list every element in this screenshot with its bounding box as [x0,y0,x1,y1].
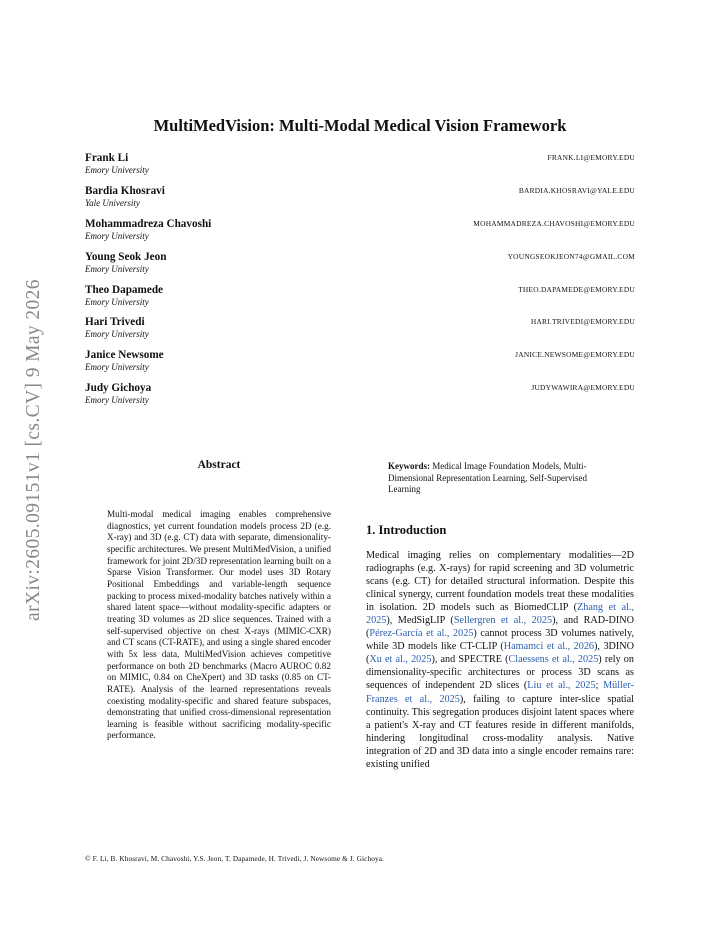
author-name: Hari Trivedi [85,316,145,329]
author-email[interactable]: JUDYWAWIRA@EMORY.EDU [531,383,635,393]
abstract-heading: Abstract [197,459,241,471]
author-entry [85,284,635,317]
author-affiliation: Emory University [85,296,149,307]
introduction-text [366,549,634,771]
author-email[interactable]: THEO.DAPAMEDE@EMORY.EDU [518,284,635,294]
author-email[interactable]: FRANK.LI@EMORY.EDU [547,153,635,162]
author-affiliation: Emory University [85,362,149,373]
author-email[interactable]: YOUNGSEOKJEON74@GMAIL.COM [507,251,635,261]
author-email[interactable]: HARI.TRIVEDI@EMORY.EDU [530,317,635,327]
author-affiliation: Emory University [85,165,149,175]
author-name: Bardia Khosravi [85,184,165,197]
author-name: Judy Gichoya [85,382,152,395]
keywords-block [388,461,614,496]
citation-link[interactable]: Pérez-García et al., 2025 [369,628,474,640]
author-entry [85,251,635,284]
introduction-text-run: ), MedSigLIP ( [386,615,454,627]
introduction-text-run: ), and RAD-DINO ( [366,615,635,640]
citation-link[interactable]: Xu et al., 2025 [369,654,432,666]
citation-link[interactable]: Hamamci et al., 2026 [503,641,595,653]
author-affiliation: Emory University [85,329,149,340]
citation-link[interactable]: Claessens et al., 2025 [508,654,599,666]
author-name: Young Seok Jeon [85,250,167,263]
keywords-label: Keywords: [388,461,430,471]
author-entry [85,185,635,218]
citation-link[interactable]: Sellergren et al., 2025 [453,615,553,627]
copyright-footer: © F. Li, B. Khosravi, M. Chavoshi, Y.S. Jeon, T. Dapamede, H. Trivedi, J. Newsome & J. Gichoya. [85,854,384,863]
author-entry [85,349,635,382]
author-email[interactable]: MOHAMMADREZA.CHAVOSHI@EMORY.EDU [473,218,635,228]
introduction-text-run: ) rely on dimensionality-specific architectures or process 3D scans as sequences of independent 2D slices ( [366,654,634,692]
citation-link[interactable]: Müller-Franzes et al., 2025 [366,680,634,705]
author-email[interactable]: JANICE.NEWSOME@EMORY.EDU [515,350,635,360]
author-affiliation: Emory University [85,395,149,406]
author-name: Theo Dapamede [85,283,164,296]
keywords-text: Medical Image Foundation Models, Multi-Dimensional Representation Learning, Self-Supervised Learning [388,461,587,494]
introduction-heading: 1. Introduction [366,523,447,537]
introduction-text-run: ), and SPECTRE ( [431,654,509,666]
abstract-text: Multi-modal medical imaging enables comprehensive diagnostics, yet current foundation models process 2D (e.g. X-ray) and 3D (e.g. CT) data with separate, dimensionality-specific architectures. We present MultiMedVision, a unified framework for joint 2D/3D representation learning built on a Sparse Vision Transformer. Our model uses 3D Rotary Positional Embeddings and variable-length sequence packing to process mixed-modality batches natively within a shared latent space—without modality-specific adapters or treating 3D volumes as 2D slice sequences. Trained with a self-supervised objective on chest X-rays (MIMIC-CXR) and CT scans (CT-RATE), and using a single shared encoder with 5x less data, MultiMedVision achieves competitive performance on both 2D benchmarks (Macro AUROC 0.82 on MIMIC, 0.84 on CheXpert) and 3D tasks (0.85 on CT-RATE). Analysis of the learned representations reveals coexisting modality-specific and shared feature subspaces, demonstrating that unified cross-dimensional representation learning is feasible without sacrificing modality-specific performance. [107,509,331,741]
introduction-text-run: Medical imaging relies on complementary modalities—2D radiographs (e.g. X-rays) for rapid screening and 3D volumetric scans (e.g. CT) for detailed structural information. Despite this clinical synergy, current foundation models treat these modalities in isolation. 2D models such as BiomedCLIP ( [366,550,634,614]
author-affiliation: Yale University [85,197,140,208]
author-email[interactable]: BARDIA.KHOSRAVI@YALE.EDU [518,185,635,195]
citation-link[interactable]: Zhang et al., 2025 [366,602,634,627]
author-affiliation: Emory University [85,230,149,241]
citation-link[interactable]: Liu et al., 2025 [527,680,596,692]
introduction-text-run: ; [595,680,604,692]
author-entry [85,218,635,251]
author-entry [85,316,635,349]
paper-title: MultiMedVision: Multi-Modal Medical Vision Framework [153,116,567,135]
author-name: Janice Newsome [85,349,164,362]
introduction-text-run: ), failing to capture inter-slice spatial continuity. This segregation produces disjoint latent spaces where a patient's X-ray and CT features reside in different manifolds, hindering longitudinal cross-modality analysis. Native integration of 2D and 3D data into a single encoder remains rare: existing unified [366,693,634,770]
introduction-text-run: ) cannot process 3D volumes natively, while 3D models like CT-CLIP ( [366,628,634,653]
arxiv-identifier: arXiv:2605.09151v1 [cs.CV] 9 May 2026 [23,279,44,621]
author-name: Frank Li [85,152,129,164]
author-entry [85,152,635,185]
author-entry [85,382,635,415]
author-affiliation: Emory University [85,263,149,274]
author-name: Mohammadreza Chavoshi [85,217,212,230]
author-list [85,152,635,415]
introduction-text-run: ), 3DINO ( [366,641,634,666]
